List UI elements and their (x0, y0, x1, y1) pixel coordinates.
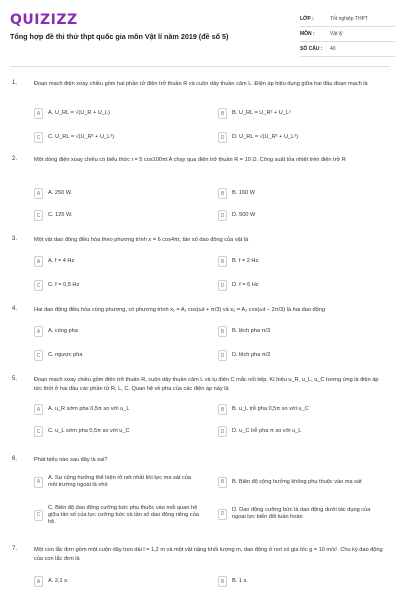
option-d[interactable] (218, 130, 383, 145)
option-letter: C (34, 426, 43, 437)
meta-table (300, 12, 395, 57)
question-text: Hai dao động điều hòa cùng phương, có phương trình x₁ = A₁ cos(ωt + π/3) và x₂ = A₂ cos(ωt − 2π/3) là hai dao động (34, 307, 325, 313)
option-a[interactable] (34, 574, 199, 589)
option-letter: B (218, 188, 227, 199)
meta-value: Tốt nghiệp THPT (330, 16, 368, 22)
option-label: A. f = 4 Hz (48, 258, 75, 264)
option-label: A. cùng pha (48, 328, 78, 334)
option-letter: A (34, 576, 43, 587)
meta-key: SỐ CÂU : (300, 46, 323, 52)
option-c[interactable] (34, 502, 199, 528)
question-number: 6. (12, 456, 18, 462)
option-letter: B (218, 576, 227, 587)
option-letter: B (218, 326, 227, 337)
option-label: C. 125 W. (48, 212, 73, 218)
option-label: B. u_L trễ pha 0,5π so với u_C (232, 406, 309, 412)
option-d[interactable] (218, 278, 383, 293)
option-label: C. u_L sớm pha 0,5π so với u_C (48, 428, 130, 434)
option-letter: D (218, 350, 227, 361)
option-c[interactable] (34, 278, 199, 293)
header-divider (10, 66, 390, 67)
option-a[interactable] (34, 254, 199, 269)
option-label: D. Dao động cưỡng bức là dao động dưới tác dụng của ngoại lực biến đổi tuần hoàn (232, 507, 371, 520)
option-a[interactable] (34, 106, 199, 121)
question-text: Một vật dao động điều hòa theo phương trình x = 6 cos4πt, tần số dao động của vật là (34, 237, 249, 243)
page-title: Tổng hợp đề thi thử thpt quốc gia môn Vật lí năm 2019 (đề số 5) (10, 32, 229, 41)
option-letter: C (34, 210, 43, 221)
meta-key: LỚP : (300, 16, 314, 22)
option-letter: B (218, 477, 227, 488)
option-label: B. lệch pha π/3 (232, 328, 271, 334)
question-text: Đoạn mạch xoay chiều gồm điện trở thuần R, cuộn dây thuần cảm L và tụ điện C mắc nối tiếp. Kí hiệu u_R, u_L, u_C tương ứng là điện áp tức thời ở hai đầu các phần tử R, L, C. Quan hệ về pha của các điện áp này là (34, 377, 379, 392)
option-letter: C (34, 350, 43, 361)
option-label: C. U_RL = √(U_R² + U_L²) (48, 134, 114, 140)
quizizz-logo: QUIZIZZ (10, 12, 78, 28)
option-c[interactable] (34, 130, 199, 145)
option-label: A. u_R sớm pha 0,5π so với u_L (48, 406, 130, 412)
meta-value: Vật lý (330, 31, 343, 37)
option-letter: B (218, 256, 227, 267)
question-number: 1. (12, 80, 18, 86)
option-letter: B (218, 108, 227, 119)
meta-row-class (300, 12, 395, 27)
option-label: D. lệch pha π/2 (232, 352, 271, 358)
option-c[interactable] (34, 208, 199, 223)
meta-key: MÔN : (300, 31, 315, 37)
question-text: Đoạn mạch điện xoay chiều gồm hai phần tử điện trở thuần R và cuộn dây thuần cảm L. Điện áp hiệu dụng giữa hai đầu đoạn mạch là (34, 81, 368, 87)
option-b[interactable] (218, 574, 383, 589)
option-d[interactable] (218, 348, 383, 363)
option-letter: A (34, 326, 43, 337)
question-number: 5. (12, 376, 18, 382)
option-c[interactable] (34, 348, 199, 363)
option-a[interactable] (34, 324, 199, 339)
option-letter: A (34, 108, 43, 119)
option-label: B. 160 W (232, 190, 256, 196)
option-letter: A (34, 477, 43, 488)
option-b[interactable] (218, 106, 383, 121)
question-text: Một dòng điện xoay chiều có biểu thức i = 5 cos100πt A chạy qua điện trở thuần R = 10 Ω. Công suất tỏa nhiệt trên điện trở R (34, 157, 346, 163)
option-c[interactable] (34, 424, 199, 439)
option-b[interactable] (218, 254, 383, 269)
option-letter: C (34, 510, 43, 521)
option-a[interactable] (34, 186, 199, 201)
option-label: C. f = 0,5 Hz (48, 282, 80, 288)
option-label: D. U_RL = √(U_R² + U_L²) (232, 134, 298, 140)
question-text: Một con lắc đơn gồm một cuộn dây treo dài l = 1,2 m và một vật nặng khối lượng m, dao động ở nơi có gia tốc g = 10 m/s². Chu kỳ dao động của con lắc đơn là (34, 547, 383, 562)
option-label: B. f = 2 Hz. (232, 258, 260, 264)
option-label: C. Biên độ dao động cưỡng bức phụ thuộc vào mối quan hệ giữa tần số của lực cưỡng bức và tần số dao động riêng của hệ. (48, 504, 199, 525)
option-label: B. Biên độ cộng hưởng không phụ thuộc vào ma sát (232, 478, 362, 485)
option-label: A. U_RL = √(U_R + U_L) (48, 110, 110, 116)
question-text: Phát biểu nào sau đây là sai? (34, 457, 108, 463)
option-letter: C (34, 132, 43, 143)
option-letter: A (34, 256, 43, 267)
question-number: 3. (12, 236, 18, 242)
meta-row-subject (300, 27, 395, 42)
option-d[interactable] (218, 504, 383, 524)
option-label: A. 2,1 s. (48, 578, 69, 584)
option-letter: C (34, 280, 43, 291)
option-label: A. 250 W. (48, 190, 73, 196)
option-b[interactable] (218, 186, 383, 201)
option-label: B. U_RL = U_R² + U_L² (232, 110, 291, 116)
question-number: 4. (12, 306, 18, 312)
meta-row-count (300, 42, 395, 57)
option-letter: B (218, 404, 227, 415)
meta-value: 40 (330, 46, 336, 52)
option-b[interactable] (218, 324, 383, 339)
option-label: A. Sự cộng hưởng thể hiện rõ nét nhất khi lực ma sát của môi trường ngoài là nhỏ (48, 475, 192, 488)
option-letter: D (218, 280, 227, 291)
option-letter: D (218, 426, 227, 437)
option-letter: D (218, 509, 227, 520)
question-number: 7. (12, 546, 18, 552)
option-a[interactable] (34, 472, 199, 492)
option-d[interactable] (218, 424, 383, 439)
option-label: B. 1 s. (232, 578, 248, 584)
option-label: D. f = 6 Hz (232, 282, 259, 288)
option-letter: A (34, 188, 43, 199)
option-label: D. 500 W (232, 212, 256, 218)
option-a[interactable] (34, 402, 199, 417)
option-letter: D (218, 132, 227, 143)
option-letter: D (218, 210, 227, 221)
option-letter: A (34, 404, 43, 415)
option-label: D. u_C trễ pha π so với u_L (232, 428, 302, 434)
option-d[interactable] (218, 208, 383, 223)
document-header (10, 10, 390, 58)
option-b[interactable] (218, 472, 383, 492)
option-b[interactable] (218, 402, 383, 417)
option-label: C. ngược pha (48, 352, 83, 358)
question-number: 2. (12, 156, 18, 162)
